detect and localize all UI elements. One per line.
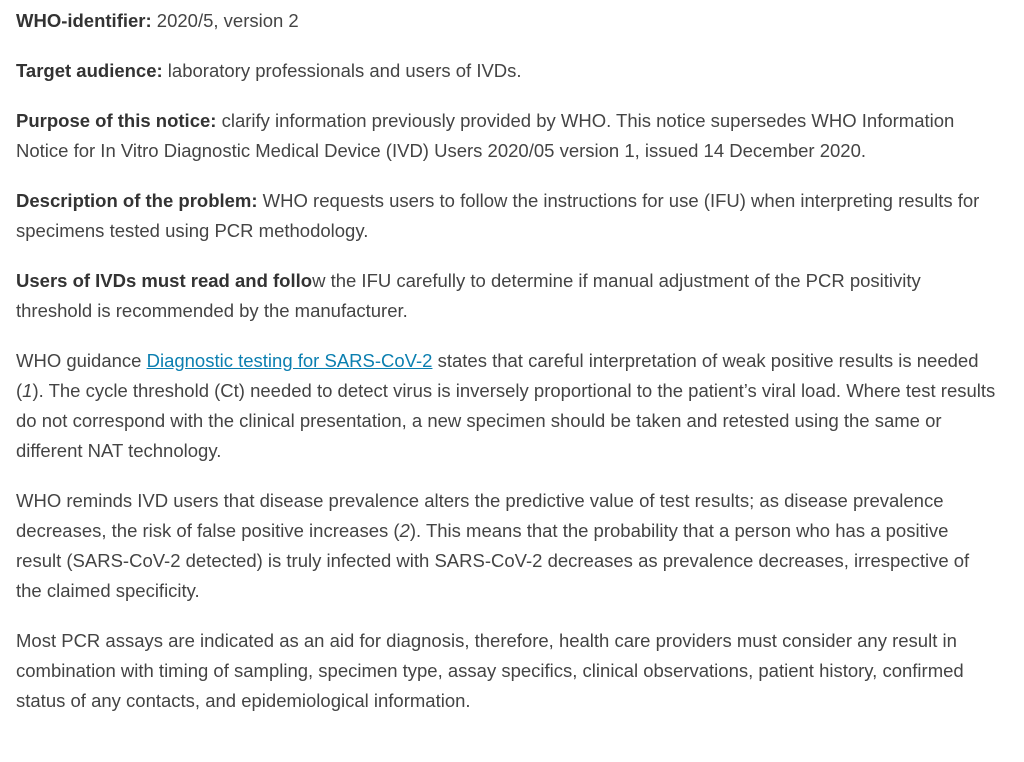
purpose-paragraph xyxy=(16,106,996,166)
identifier-label: WHO-identifier: xyxy=(16,10,152,31)
prevalence-reference: 2 xyxy=(399,520,410,541)
assays-text: Most PCR assays are indicated as an aid for diagnosis, therefore, health care providers must consider any result in combination with timing of sampling, specimen type, assay specifics, clinical observations, patient history, confirmed status of any contacts, and epidemiological information. xyxy=(16,630,964,711)
notice-body xyxy=(16,6,996,736)
problem-label: Description of the problem: xyxy=(16,190,258,211)
users-text: w the IFU carefully to determine if manual adjustment of the PCR positivity threshold is recommended by the manufacturer. xyxy=(16,270,921,321)
guidance-paragraph xyxy=(16,346,996,466)
purpose-value: clarify information previously provided by WHO. This notice supersedes WHO Information Notice for In Vitro Diagnostic Medical Device (IVD) Users 2020/05 version 1, issued 14 December 2020. xyxy=(16,110,955,161)
prevalence-paragraph xyxy=(16,486,996,606)
prevalence-rest: ). This means that the probability that a person who has a positive result (SARS-CoV-2 detected) is truly infected with SARS-CoV-2 decreases as prevalence decreases, irrespective of the claimed specificity. xyxy=(16,520,970,601)
users-paragraph xyxy=(16,266,996,326)
assays-paragraph xyxy=(16,626,996,716)
identifier-paragraph xyxy=(16,6,996,36)
prevalence-prefix: WHO reminds IVD users that disease prevalence alters the predictive value of test results; as disease prevalence decreases, the risk of false positive increases ( xyxy=(16,490,944,541)
users-bold-text: Users of IVDs must read and follo xyxy=(16,270,313,291)
guidance-reference: 1 xyxy=(22,380,33,401)
problem-paragraph xyxy=(16,186,996,246)
audience-label: Target audience: xyxy=(16,60,163,81)
diagnostic-testing-link[interactable]: Diagnostic testing for SARS-CoV-2 xyxy=(146,350,433,371)
audience-value: laboratory professionals and users of IVDs. xyxy=(162,60,522,81)
problem-value: WHO requests users to follow the instructions for use (IFU) when interpreting results for specimens tested using PCR methodology. xyxy=(16,190,980,241)
guidance-rest: ). The cycle threshold (Ct) needed to detect virus is inversely proportional to the patient’s viral load. Where test results do not correspond with the clinical presentation, a new specimen should be taken and retested using the same or different NAT technology. xyxy=(16,380,996,461)
purpose-label: Purpose of this notice: xyxy=(16,110,217,131)
guidance-mid: states that careful interpretation of weak positive results is needed ( xyxy=(16,350,979,401)
audience-paragraph xyxy=(16,56,996,86)
identifier-value: 2020/5, version 2 xyxy=(151,10,299,31)
guidance-prefix: WHO guidance xyxy=(16,350,147,371)
